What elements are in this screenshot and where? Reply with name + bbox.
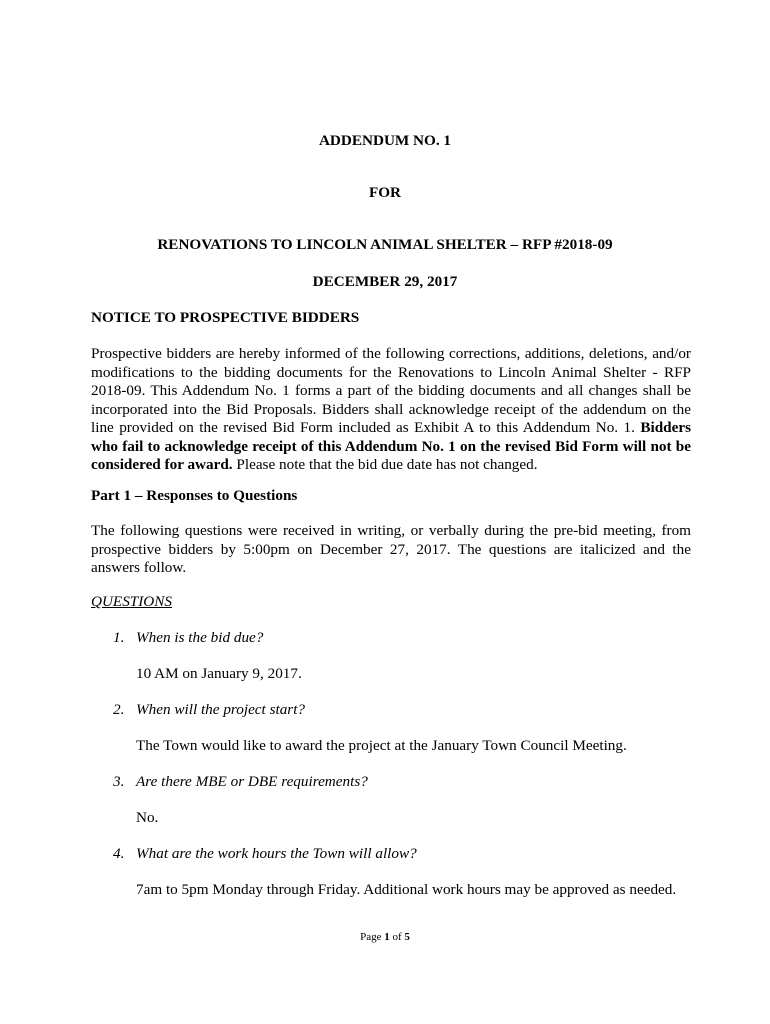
notice-text-bold: Bidders who fail to acknowledge receipt of this Addendum No. 1 on the revised Bid Form will not be considered for award. xyxy=(91,419,691,473)
title-for: FOR xyxy=(368,184,402,201)
question-number: 3. xyxy=(113,773,125,790)
notice-heading: NOTICE TO PROSPECTIVE BIDDERS xyxy=(91,309,360,326)
addendum-date: DECEMBER 29, 2017 xyxy=(312,273,458,290)
question-number: 4. xyxy=(113,845,125,862)
project-title: RENOVATIONS TO LINCOLN ANIMAL SHELTER – RFP #2018-09 xyxy=(157,236,613,253)
question-number: 1. xyxy=(113,629,125,646)
question-text: When is the bid due? xyxy=(136,629,264,646)
question-number: 2. xyxy=(113,701,125,718)
addendum-title: ADDENDUM NO. 1 xyxy=(318,132,452,149)
footer-page-current: 1 xyxy=(384,931,390,943)
question-text: When will the project start? xyxy=(136,701,306,718)
footer-page-total: 5 xyxy=(404,931,410,943)
part1-intro: The following questions were received in writing, or verbally during the pre-bid meeting, from prospective bidders by 5:00pm on December 27, 2017. The questions are italicized and the answers follow. xyxy=(91,522,691,576)
page-footer xyxy=(0,931,770,943)
answer-text: No. xyxy=(136,809,159,826)
question-text: What are the work hours the Town will allow? xyxy=(136,845,417,862)
answer-text: The Town would like to award the project at the January Town Council Meeting. xyxy=(136,737,627,754)
answer-text: 10 AM on January 9, 2017. xyxy=(136,665,302,682)
notice-paragraph xyxy=(91,345,691,475)
part1-heading: Part 1 – Responses to Questions xyxy=(91,487,298,504)
questions-heading: QUESTIONS xyxy=(91,593,173,610)
footer-of-word: of xyxy=(389,931,405,943)
question-text: Are there MBE or DBE requirements? xyxy=(136,773,368,790)
answer-text: 7am to 5pm Monday through Friday. Additional work hours may be approved as needed. xyxy=(136,881,677,898)
footer-page-word: Page xyxy=(360,931,385,943)
notice-text-part-2: Please note that the bid due date has not changed. xyxy=(232,456,538,473)
notice-text-part-1: Prospective bidders are hereby informed of the following corrections, additions, deletions, and/or modifications to the bidding documents for the Renovations to Lincoln Animal Shelter - RFP 2018-09. This Addendum No. 1 forms a part of the bidding documents and all changes shall be incorporated into the Bid Proposals. Bidders shall acknowledge receipt of the addendum on the line provided on the revised Bid Form included as Exhibit A to this Addendum No. 1. xyxy=(91,345,691,436)
